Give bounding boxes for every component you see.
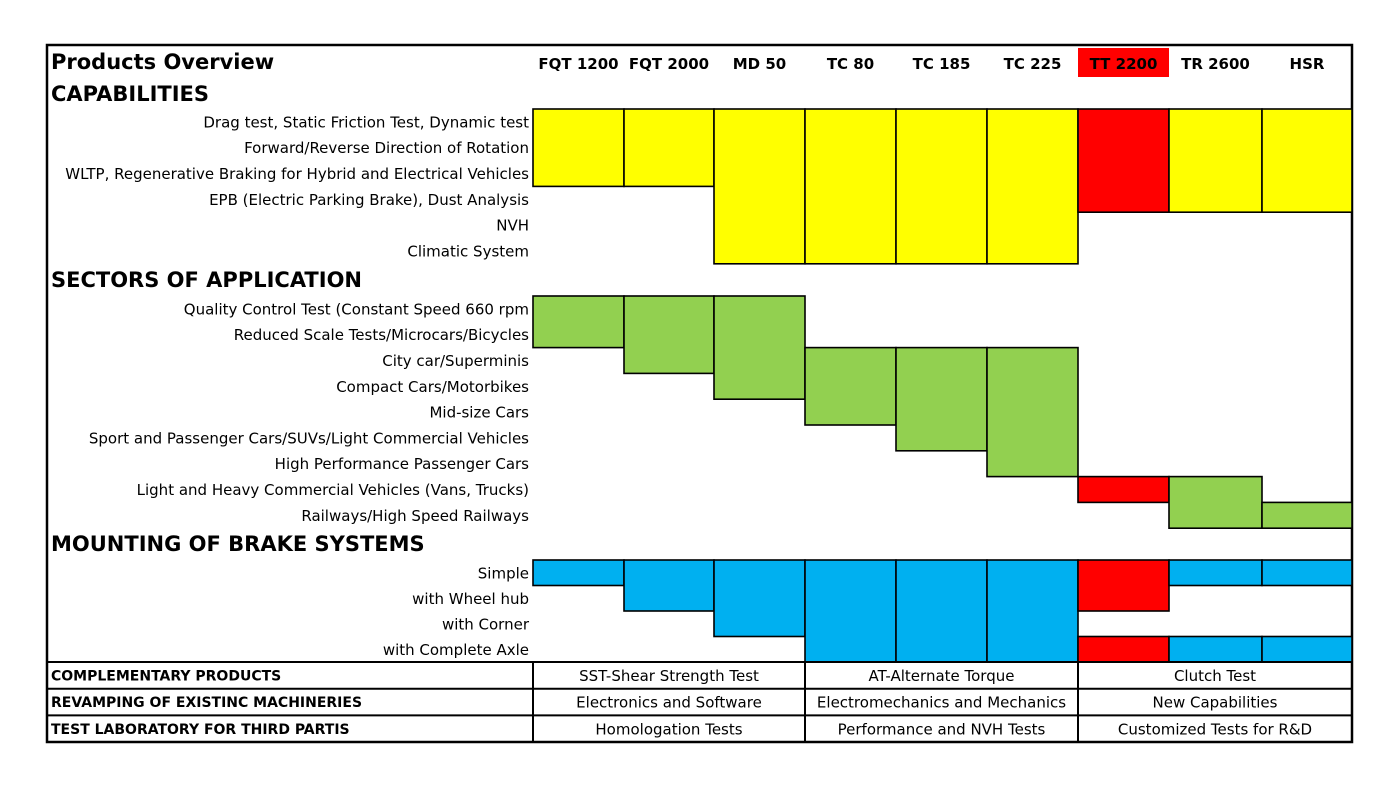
row-label-capabilities: Forward/Reverse Direction of Rotation xyxy=(244,139,529,158)
bottom-row-label: REVAMPING OF EXISTINC MACHINERIES xyxy=(51,695,363,712)
row-label-sectors: City car/Superminis xyxy=(382,352,529,370)
cell-block-capabilities-fqt-1200 xyxy=(533,109,624,186)
column-header-fqt-1200: FQT 1200 xyxy=(538,55,619,73)
cell-block-capabilities-tt-2200 xyxy=(1078,109,1169,212)
row-label-sectors: Railways/High Speed Railways xyxy=(301,506,529,525)
cell-block-mounting-tt-2200 xyxy=(1078,560,1169,611)
cell-block-mounting-hsr xyxy=(1262,560,1352,586)
row-label-capabilities: Drag test, Static Friction Test, Dynamic test xyxy=(203,113,529,132)
bottom-cell: New Capabilities xyxy=(1152,693,1278,712)
row-label-sectors: Quality Control Test (Constant Speed 660 rpm xyxy=(183,300,529,319)
column-header-tc-80: TC 80 xyxy=(826,55,875,73)
cell-block-mounting-tr-2600 xyxy=(1169,560,1262,586)
bottom-cell: Performance and NVH Tests xyxy=(837,720,1046,739)
cell-block-mounting-fqt-1200 xyxy=(533,560,624,586)
bottom-cell: Clutch Test xyxy=(1173,666,1257,685)
column-header-md-50: MD 50 xyxy=(732,55,787,73)
cell-block-sectors-md-50 xyxy=(714,296,805,399)
column-header-fqt-2000: FQT 2000 xyxy=(628,55,710,73)
row-label-sectors: Compact Cars/Motorbikes xyxy=(336,377,529,396)
row-label-mounting: with Wheel hub xyxy=(412,589,529,608)
section-title-capabilities: CAPABILITIES xyxy=(51,82,210,106)
column-header-tt-2200: TT 2200 xyxy=(1089,55,1158,73)
cell-block-mounting-tc-225 xyxy=(987,560,1078,662)
row-label-sectors: Light and Heavy Commercial Vehicles (Vans, Trucks) xyxy=(136,481,529,499)
bottom-cell: Electronics and Software xyxy=(576,693,762,712)
cell-block-capabilities-tc-80 xyxy=(805,109,896,264)
cell-block-mounting-tc-80 xyxy=(805,560,896,662)
section-title-mounting: MOUNTING OF BRAKE SYSTEMS xyxy=(51,532,425,556)
cell-block-capabilities-tr-2600 xyxy=(1169,109,1262,212)
column-header-hsr: HSR xyxy=(1289,55,1325,73)
column-header-tr-2600: TR 2600 xyxy=(1181,55,1250,73)
row-label-sectors: Sport and Passenger Cars/SUVs/Light Commercial Vehicles xyxy=(88,429,529,448)
cell-block-sectors-tc-225 xyxy=(987,348,1078,477)
cell-block-mounting-fqt-2000 xyxy=(624,560,714,611)
cell-block-mounting-tr-2600 xyxy=(1169,637,1262,663)
row-label-mounting: with Complete Axle xyxy=(382,640,529,659)
bottom-row-label: TEST LABORATORY FOR THIRD PARTIS xyxy=(51,721,350,738)
cell-block-capabilities-tc-225 xyxy=(987,109,1078,264)
row-label-mounting: Simple xyxy=(477,564,529,583)
cell-block-sectors-hsr xyxy=(1262,502,1352,528)
cell-block-capabilities-md-50 xyxy=(714,109,805,264)
row-label-capabilities: WLTP, Regenerative Braking for Hybrid and Electrical Vehicles xyxy=(65,165,529,183)
cell-block-sectors-tc-185 xyxy=(896,348,987,451)
bottom-row-label: COMPLEMENTARY PRODUCTS xyxy=(51,668,282,685)
row-label-capabilities: Climatic System xyxy=(407,242,529,261)
cell-block-capabilities-fqt-2000 xyxy=(624,109,714,186)
cell-block-sectors-fqt-2000 xyxy=(624,296,714,373)
cell-block-mounting-hsr xyxy=(1262,637,1352,663)
cell-block-mounting-tc-185 xyxy=(896,560,987,662)
section-title-sectors: SECTORS OF APPLICATION xyxy=(51,268,363,292)
cell-block-mounting-md-50 xyxy=(714,560,805,637)
cell-block-capabilities-hsr xyxy=(1262,109,1352,212)
bottom-cell: Electromechanics and Mechanics xyxy=(816,693,1067,712)
row-label-sectors: High Performance Passenger Cars xyxy=(274,455,529,474)
column-header-tc-185: TC 185 xyxy=(912,55,971,73)
cell-block-sectors-tc-80 xyxy=(805,348,896,425)
row-label-capabilities: NVH xyxy=(496,216,529,235)
cell-block-sectors-tt-2200 xyxy=(1078,477,1169,503)
column-header-tc-225: TC 225 xyxy=(1003,55,1062,73)
row-label-sectors: Mid-size Cars xyxy=(429,403,529,422)
cell-block-capabilities-tc-185 xyxy=(896,109,987,264)
cell-block-sectors-tr-2600 xyxy=(1169,477,1262,529)
row-label-capabilities: EPB (Electric Parking Brake), Dust Analysis xyxy=(209,190,529,209)
bottom-cell: AT-Alternate Torque xyxy=(868,666,1015,685)
bottom-cell: SST-Shear Strength Test xyxy=(579,666,759,685)
chart-title: Products Overview xyxy=(51,50,275,74)
bottom-cell: Homologation Tests xyxy=(595,720,743,739)
bottom-cell: Customized Tests for R&D xyxy=(1117,720,1313,739)
cell-block-mounting-tt-2200 xyxy=(1078,637,1169,663)
row-label-mounting: with Corner xyxy=(441,615,529,634)
row-label-sectors: Reduced Scale Tests/Microcars/Bicycles xyxy=(233,326,529,345)
cell-block-sectors-fqt-1200 xyxy=(533,296,624,348)
